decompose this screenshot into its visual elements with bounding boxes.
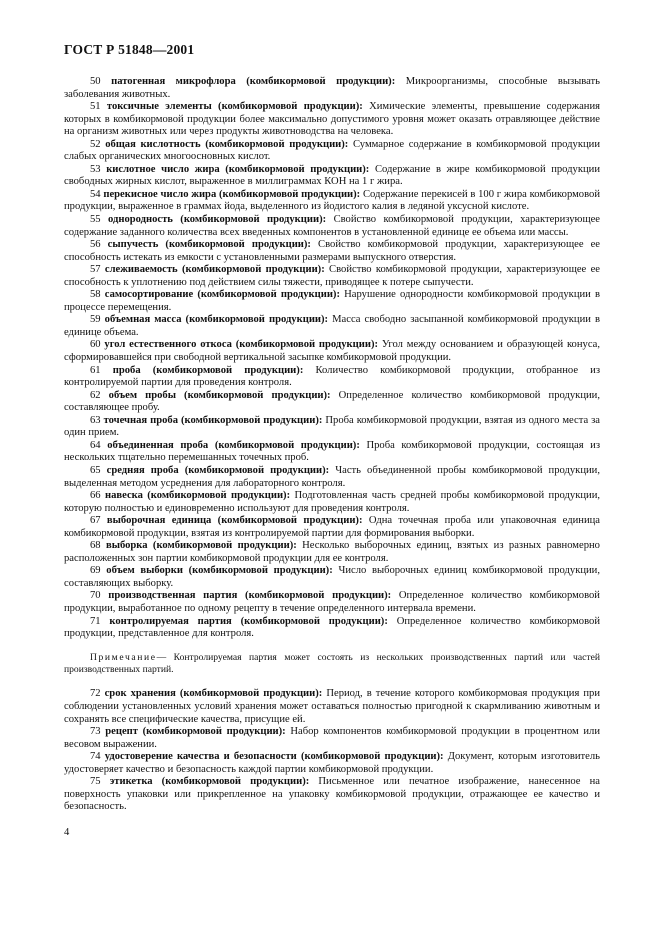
definition-paragraph [64,688,600,726]
defined-term: проба (комбикормовой продукции): [112,364,304,376]
definition-paragraph [64,264,600,289]
definition-paragraph [64,164,600,189]
definition-paragraph [64,565,600,590]
term-definition: Количество комбикормовой продукции, отобранное из контролируемой партии для проведения контроля. [64,364,601,389]
term-definition: Свойство комбикормовой продукции, характеризующее ее способность истекать из емкости с установленными размерами выпускного отверстия. [64,239,600,263]
defined-term: этикетка (комбикормовой продукции): [109,776,310,788]
defined-term: перекисное число жира (комбикормовой продукции): [103,188,361,200]
note-label: Примечание [90,651,157,663]
defined-term: рецепт (комбикормовой продукции): [105,726,286,738]
definition-paragraph [64,726,600,751]
term-definition: Микроорганизмы, способные вызывать заболевания животных. [64,76,601,100]
defined-term: объем пробы (комбикормовой продукции): [108,389,331,401]
paragraph-number: 58 [90,289,101,301]
paragraph-number: 68 [90,540,101,552]
note-text: — Контролируемая партия может состоять из нескольких производственных партий или частей производственных партий. [64,651,600,676]
defined-term: средняя проба (комбикормовой продукции): [106,464,330,476]
definition-paragraph [64,214,600,239]
paragraph-number: 60 [90,339,101,351]
definition-paragraph [64,390,600,415]
term-definition: Определенное количество комбикормовой продукции, составляющее пробу. [64,389,600,414]
paragraph-number: 65 [90,464,101,476]
defined-term: слеживаемость (комбикормовой продукции): [104,264,325,276]
term-definition: Часть объединенной пробы комбикормовой продукции, выделенная методом усреднения для лабораторного контроля. [64,464,600,489]
paragraph-number: 56 [90,239,101,251]
defined-term: навеска (комбикормовой продукции): [104,490,291,502]
term-definition: Проба комбикормовой продукции, состоящая из нескольких тщательно перемешанных точечных проб. [64,439,601,464]
paragraph-number: 70 [90,590,101,602]
definition-paragraph [64,616,600,641]
paragraph-number: 66 [90,490,101,502]
definition-paragraph [64,189,600,214]
definition-paragraph [64,440,600,465]
paragraph-number: 61 [90,364,101,376]
term-definition: Число выборочных единиц комбикормовой продукции, составляющих выборку. [64,565,600,589]
paragraph-number: 57 [90,264,101,276]
definition-paragraph [64,239,600,264]
paragraph-number: 53 [90,163,101,175]
paragraph-number: 67 [90,515,101,527]
term-definition: Проба комбикормовой продукции, взятая из одного места за один прием. [64,414,601,439]
term-definition: Нарушение однородности комбикормовой продукции в процессе перемещения. [64,289,600,313]
term-definition: Документ, которым изготовитель удостоверяет качество и безопасность каждой партии комбикормовой продукции. [64,751,601,775]
defined-term: токсичные элементы (комбикормовой продукции): [106,101,363,113]
term-definition: Угол между основанием и образующей конуса, сформировавшейся при свободной вертикальной засыпке комбикормовой продукции. [64,339,601,364]
defined-term: объемная масса (комбикормовой продукции): [104,314,329,326]
paragraph-number: 51 [90,101,101,113]
term-definition: Свойство комбикормовой продукции, характеризующее содержание заданного количества всех введенных компонентов в установленной единице ее объема или массы. [64,214,601,238]
defined-term: сыпучесть (комбикормовой продукции): [107,239,311,251]
definition-paragraph [64,314,600,339]
term-definition: Письменное или печатное изображение, нанесенное на поверхность упаковки или прикрепленное на упаковку комбикормовой продукции, отражающее ее качество и безопасность. [64,776,600,813]
term-definition: Подготовленная часть средней пробы комбикормовой продукции, которую полностью и единовременно используют для проведения контроля. [64,490,601,514]
defined-term: срок хранения (комбикормовой продукции): [104,688,323,700]
term-definition: Определенное количество комбикормовой продукции, представленное для контроля. [64,615,600,640]
definition-paragraph [64,415,600,440]
definition-paragraph [64,515,600,540]
defined-term: кислотное число жира (комбикормовой продукции): [106,163,370,175]
paragraph-number: 64 [90,439,101,451]
defined-term: угол естественного откоса (комбикормовой продукции): [104,339,379,351]
definition-paragraph [64,365,600,390]
paragraph-number: 55 [90,214,101,226]
paragraph-number: 72 [90,688,101,700]
definition-paragraph [64,139,600,164]
defined-term: удостоверение качества и безопасности (комбикормовой продукции): [104,751,444,763]
term-definition: Свойство комбикормовой продукции, характеризующее ее способность к уплотнению под действием силы тяжести, приводящее к потере сыпучести. [64,264,600,288]
term-definition: Определенное количество комбикормовой продукции, выработанное по одному рецепту в течение определенного интервала времени. [64,590,600,614]
defined-term: патогенная микрофлора (комбикормовой продукции): [111,76,396,87]
paragraph-number: 63 [90,414,101,426]
paragraph-number: 54 [90,188,101,200]
page-number: 4 [64,827,70,838]
paragraph-number: 50 [90,76,101,87]
note [64,652,600,677]
term-definition: Содержание перекисей в 100 г жира комбикормовой продукции, выраженное в граммах йода, выделенного из йодистого калия в ледяной уксусной кислоте. [64,188,600,213]
defined-term: общая кислотность (комбикормовой продукции): [105,138,349,150]
definition-paragraph [64,465,600,490]
paragraph-number: 73 [90,726,101,738]
paragraph-number: 59 [90,314,101,326]
definition-paragraph [64,776,600,814]
defined-term: выборка (комбикормовой продукции): [105,540,297,552]
definition-paragraph [64,751,600,776]
defined-term: объем выборки (комбикормовой продукции): [106,565,333,577]
paragraph-number: 71 [90,615,101,627]
definition-paragraph [64,76,600,101]
paragraph-number: 52 [90,138,101,150]
term-definition: Одна точечная проба или упаковочная единица комбикормовой продукции, взятая из контролируемой партии для формирования выборки. [64,515,600,539]
definition-paragraph [64,490,600,515]
paragraph-number: 74 [90,751,101,763]
defined-term: самосортирование (комбикормовой продукции): [104,289,340,301]
defined-term: производственная партия (комбикормовой продукции): [108,590,392,602]
paragraph-number: 62 [90,389,101,401]
standard-header: ГОСТ Р 51848—2001 [64,42,195,57]
term-definition: Содержание в жире комбикормовой продукции свободных жирных кислот, выраженное в миллиграммах КОН на 1 г жира. [64,163,601,188]
defined-term: объединенная проба (комбикормовой продукции): [107,439,360,451]
term-definition: Несколько выборочных единиц, взятых из разных равномерно расположенных зон партии комбикормовой продукции для ее контроля. [64,540,600,564]
paragraph-number: 75 [90,776,101,788]
term-definition: Набор компонентов комбикормовой продукции в процентном или весовом выражении. [64,726,601,750]
definition-paragraph [64,540,600,565]
definitions-group-b [64,688,600,813]
defined-term: точечная проба (комбикормовой продукции): [103,414,323,426]
term-definition: Период, в течение которого комбикормовая продукция при соблюдении установленных условий хранения может оставаться полностью пригодной к скармливанию животным и сохранять все специфические качества, присущие ей. [64,688,600,725]
document-body [64,76,600,814]
term-definition: Суммарное содержание в комбикормовой продукции слабых органических многоосновных кислот. [64,138,601,163]
defined-term: однородность (комбикормовой продукции): [108,214,327,226]
term-definition: Масса свободно засыпанной комбикормовой продукции в единице объема. [64,314,600,338]
definition-paragraph [64,101,600,139]
defined-term: выборочная единица (комбикормовой продукции): [106,515,363,527]
definition-paragraph [64,339,600,364]
paragraph-number: 69 [90,565,101,577]
definition-paragraph [64,590,600,615]
definition-paragraph [64,289,600,314]
definitions-group-a [64,76,600,641]
term-definition: Химические элементы, превышение содержания которых в комбикормовой продукции более максимально допустимого уровня может оказать отравляющее действие на организм животных или через продукты животноводства на человека. [64,101,600,138]
defined-term: контролируемая партия (комбикормовой продукции): [109,615,388,627]
